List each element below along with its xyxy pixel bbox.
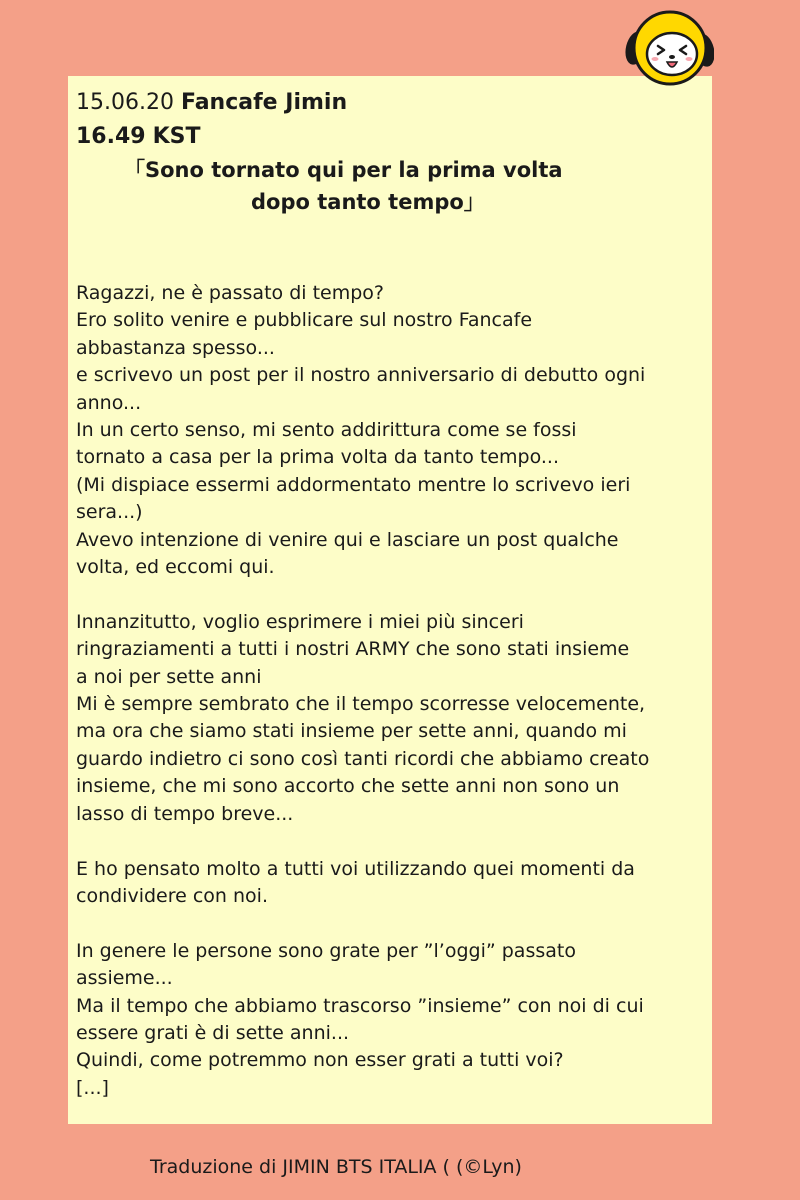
- body-line: Ragazzi, ne è passato di tempo?: [76, 282, 384, 304]
- body-line: anno...: [76, 391, 142, 414]
- body-line: assieme...: [76, 967, 173, 990]
- body-line: ma ora che siamo stati insieme per sette anni, quando mi: [76, 720, 627, 743]
- body-line: sera...): [76, 501, 143, 524]
- body-line: ringraziamenti a tutti i nostri ARMY che sono stati insieme: [76, 638, 630, 661]
- header-timezone: KST: [152, 124, 201, 149]
- post-title: [76, 154, 704, 218]
- body-line: guardo indietro ci sono così tanti ricordi che abbiamo creato: [76, 747, 650, 770]
- body-line: abbastanza spesso...: [76, 336, 275, 359]
- translation-credit: Traduzione di JIMIN BTS ITALIA ( (©Lyn): [150, 1156, 522, 1178]
- body-line: Mi è sempre sembrato che il tempo scorresse velocemente,: [76, 693, 646, 716]
- body-line: In un certo senso, mi sento addirittura come se fossi: [76, 419, 577, 442]
- body-line: a noi per sette anni: [76, 665, 262, 688]
- body-line: [...]: [76, 1076, 109, 1099]
- header-time-line: [76, 120, 704, 154]
- note-card: [68, 76, 712, 1124]
- header-time: 16.49: [76, 124, 146, 149]
- header-date: 15.06.20: [76, 90, 174, 115]
- body-line: Avevo intenzione di venire qui e lasciare un post qualche: [76, 528, 619, 551]
- body-line: insieme, che mi sono accorto che sette anni non sono un: [76, 775, 620, 798]
- body-line: e scrivevo un post per il nostro anniversario di debutto ogni: [76, 364, 646, 387]
- header-source: Fancafe Jimin: [180, 90, 348, 115]
- post-title-line-2: dopo tanto tempo」: [251, 190, 485, 214]
- body-paragraph: [76, 938, 704, 1102]
- body-line: lasso di tempo breve...: [76, 802, 294, 825]
- body-paragraph: [76, 609, 704, 828]
- chimmy-character-icon: [624, 6, 714, 90]
- body-line: Ma il tempo che abbiamo trascorso ”insieme” con noi di cui: [76, 994, 644, 1017]
- header-date-line: [76, 86, 704, 120]
- body-paragraph: [76, 856, 704, 911]
- post-title-line-1: 「Sono tornato qui per la prima volta: [124, 158, 563, 182]
- body-line: condividere con noi.: [76, 884, 268, 907]
- body-paragraph: [76, 280, 704, 581]
- body-line: In genere le persone sono grate per ”l’oggi” passato: [76, 939, 576, 962]
- body-line: volta, ed eccomi qui.: [76, 556, 275, 579]
- body-line: Quindi, come potremmo non esser grati a tutti voi?: [76, 1049, 564, 1072]
- body-line: essere grati è di sette anni...: [76, 1021, 350, 1044]
- post-body: [76, 280, 704, 1102]
- body-line: tornato a casa per la prima volta da tanto tempo...: [76, 446, 559, 469]
- body-line: (Mi dispiace essermi addormentato mentre lo scrivevo ieri: [76, 473, 631, 496]
- body-line: E ho pensato molto a tutti voi utilizzando quei momenti da: [76, 857, 635, 880]
- body-line: Innanzitutto, voglio esprimere i miei più sinceri: [76, 610, 524, 633]
- body-line: Ero solito venire e pubblicare sul nostro Fancafe: [76, 309, 533, 332]
